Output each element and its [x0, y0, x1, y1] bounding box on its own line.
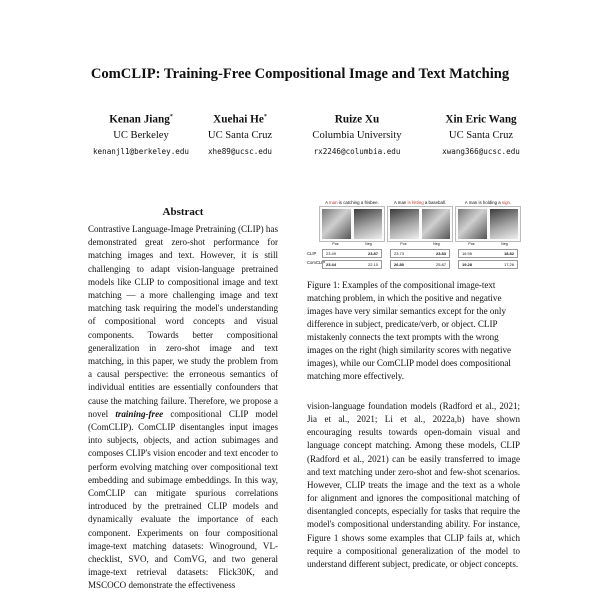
negative-image: [422, 209, 451, 239]
score-row-comclip: 19.28 17.26: [458, 260, 518, 269]
figure-panel-object: [455, 199, 521, 247]
figure-caption: Figure 1: Examples of the compositional image-text matching problem, in which the positive and negative images have very similar semantics except for the only difference in subject, predicate/verb, or object. CLIP mistakenly connects the text prompts with the wrong images on the right (high similarity scores with negative images), while our ComCLIP model does compositional matching more effectively.: [307, 280, 512, 382]
abstract-heading: Abstract: [162, 206, 204, 218]
score-table-1: [322, 249, 382, 271]
figure-panel-predicate: [387, 199, 453, 247]
positive-image: [322, 209, 351, 239]
figure-1: [307, 199, 519, 271]
abstract-emphasis: training-free: [115, 408, 164, 419]
author-affiliation: Columbia University: [312, 130, 402, 142]
figure-image-labels: Pos Neg: [468, 242, 508, 246]
figure-panel-caption: A man is holding a sign.: [464, 200, 512, 205]
score-table-2: [390, 249, 450, 271]
author-email: xwang366@ucsc.edu: [442, 146, 520, 156]
figure-image-pair: [387, 206, 453, 242]
score-row-clip: 23.73 23.83: [390, 249, 450, 258]
row-label-clip: CLIP: [307, 251, 317, 256]
figure-image-pair: [319, 206, 385, 242]
figure-image-pair: [455, 206, 521, 242]
author-name: Ruize Xu: [334, 113, 380, 126]
abstract-text: Contrastive Language-Image Pretraining (CLIP) has demonstrated great zero-shot performance for matching images and text. However, it is still challenging to adapt vision-language pretrained models like CLIP to compositional image and text matching — a more challenging image and text matching task requiring the model's understanding of compositional word concepts and visual components. Towards better compositional generalization in zero-shot image and text matching, in this paper, we study the problem from a causal perspective: the erroneous semantics of individual entities are essentially confounders that cause the matching failure. Therefore, we propose a novel training-free compositional CLIP model (ComCLIP). ComCLIP disentangles input images into subjects, objects, and action subimages and composes CLIP's vision encoder and text encoder to perform evolving matching over compositional text embedding and subimage embeddings. In this way, ComCLIP can mitigate spurious correlations introduced by the pretrained CLIP models and dynamically evaluate the importance of each component. Experiments on four compositional image-text matching datasets: Winoground, VL-checklist, SVO, and ComVG, and two general image-text retrieval datasets: Flick30K, and MSCOCO demonstrate the effectiveness: [88, 224, 278, 591]
author-name: Kenan Jiang*: [109, 113, 173, 126]
positive-image: [458, 209, 487, 239]
paper-title: ComCLIP: Training-Free Compositional Image and Text Matching: [90, 66, 510, 82]
row-label-comclip: ComCLIP: [307, 260, 326, 265]
body-paragraph: vision-language foundation models (Radford et al., 2021; Jia et al., 2021; Li et al., 2022a,b) have shown encouraging results towards open-domain visual and language concept matching. Among these models, CLIP (Radford et al., 2021) can be easily transferred to image and text matching under zero-shot and few-shot scenarios. However, CLIP treats the image and the text as a whole for alignment and ignores the compositional matching of disentangled concepts, especially for tasks that require the model's compositional understanding ability. For instance, Figure 1 shows some examples that CLIP fails at, which require a compositional generalization of the model to understand different subject, predicate, or object concepts.: [307, 401, 520, 569]
score-table-3: [458, 249, 518, 271]
author-email: kenanjl1@berkeley.edu: [92, 146, 189, 156]
figure-image-labels: Pos Neg: [400, 242, 440, 246]
author-email: rx2246@columbia.edu: [313, 146, 401, 156]
author-email: xhe89@ucsc.edu: [207, 146, 272, 156]
figure-panel-caption: A man is hitting a baseball.: [393, 200, 447, 205]
figure-image-labels: Pos Neg: [332, 242, 372, 246]
author-name: Xuehai He*: [213, 113, 267, 126]
author-affiliation: UC Berkeley: [113, 130, 169, 142]
figure-panel-caption: A man is catching a frisbee.: [325, 200, 379, 205]
author-affiliation: UC Santa Cruz: [448, 130, 514, 142]
figure-panel-subject: [319, 199, 385, 247]
author-name: Xin Eric Wang: [445, 113, 517, 126]
negative-image: [490, 209, 519, 239]
negative-image: [354, 209, 383, 239]
score-row-clip: 16.95 18.82: [458, 249, 518, 258]
score-row-clip: 23.49 23.87: [322, 249, 382, 258]
score-row-comclip: 26.80 25.87: [390, 260, 450, 269]
positive-image: [390, 209, 419, 239]
author-4: [406, 110, 556, 159]
score-row-comclip: 23.44 22.10: [322, 260, 382, 269]
author-affiliation: UC Santa Cruz: [207, 130, 273, 142]
